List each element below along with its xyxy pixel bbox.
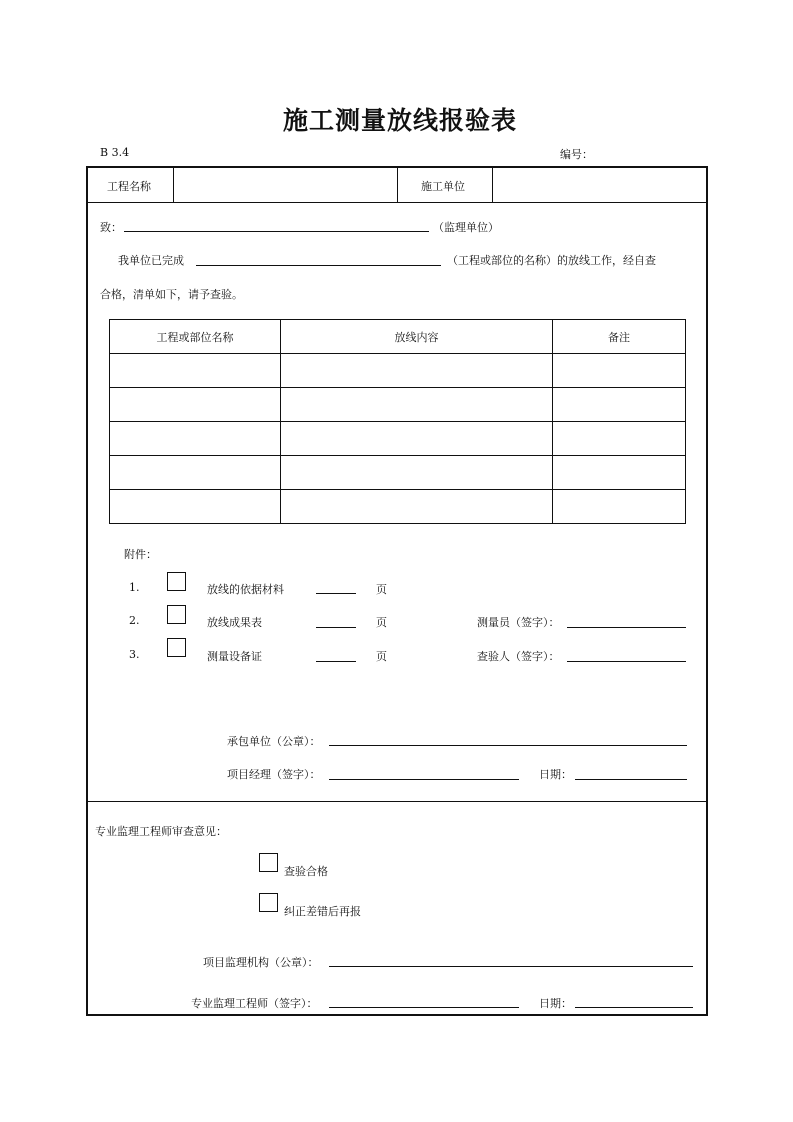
divider (173, 167, 174, 202)
inspector-label: 查验人（签字）： (477, 650, 560, 663)
divider (492, 167, 493, 202)
contractor-field[interactable] (498, 178, 698, 194)
approve-checkbox[interactable] (259, 853, 278, 872)
date-field[interactable] (575, 1007, 693, 1008)
attachment-checkbox[interactable] (167, 638, 186, 657)
attachment-number: 2. (129, 614, 140, 627)
supervision-org-label: 项目监理机构（公章）： (203, 956, 319, 969)
form-code: B 3.4 (100, 146, 130, 159)
inspector-signature-field[interactable] (567, 661, 686, 662)
table-cell[interactable] (110, 422, 281, 456)
attachment-number: 3. (129, 648, 140, 661)
column-header: 放线内容 (281, 320, 553, 354)
approve-option-label: 查验合格 (284, 865, 328, 878)
body-suffix: （工程或部位的名称）的放线工作，经自查 (447, 254, 656, 267)
table-row (110, 354, 686, 388)
table-cell[interactable] (110, 354, 281, 388)
page-count-field[interactable] (316, 593, 356, 594)
table-cell[interactable] (553, 388, 686, 422)
project-name-field[interactable] (180, 178, 390, 194)
body-line2: 合格，清单如下，请予查验。 (100, 288, 243, 301)
date-label: 日期： (539, 997, 572, 1010)
date-field[interactable] (575, 779, 687, 780)
contractor-label: 施工单位 (421, 180, 465, 193)
table-cell[interactable] (281, 490, 553, 524)
table-cell[interactable] (281, 354, 553, 388)
page-unit: 页 (376, 616, 387, 629)
review-opinion-label: 专业监理工程师审查意见： (95, 825, 227, 838)
table-cell[interactable] (553, 490, 686, 524)
supervisor-unit-field[interactable] (124, 231, 429, 232)
attachment-label: 放线的依据材料 (207, 583, 284, 596)
project-manager-signature-field[interactable] (329, 779, 519, 780)
project-manager-label: 项目经理（签字）： (227, 768, 321, 781)
supervising-engineer-signature-field[interactable] (329, 1007, 519, 1008)
table-cell[interactable] (110, 456, 281, 490)
page-count-field[interactable] (316, 661, 356, 662)
table-cell[interactable] (281, 388, 553, 422)
attachments-label: 附件： (124, 548, 157, 561)
contractor-seal-label: 承包单位（公章）： (227, 735, 321, 748)
table-cell[interactable] (281, 422, 553, 456)
attachment-label: 放线成果表 (207, 616, 262, 629)
date-label: 日期： (539, 768, 572, 781)
table-cell[interactable] (553, 456, 686, 490)
table-row (110, 490, 686, 524)
attachment-number: 1. (129, 581, 140, 594)
layout-list-table (109, 319, 686, 524)
serial-number-label: 编号： (560, 148, 593, 161)
column-header: 备注 (553, 320, 686, 354)
contractor-seal-field[interactable] (329, 745, 687, 746)
attachment-label: 测量设备证 (207, 650, 262, 663)
supervision-org-seal-field[interactable] (329, 966, 693, 967)
table-cell[interactable] (110, 388, 281, 422)
page-title: 施工测量放线报验表 (283, 106, 518, 135)
resubmit-checkbox[interactable] (259, 893, 278, 912)
table-row (110, 388, 686, 422)
project-part-field[interactable] (196, 265, 441, 266)
page-unit: 页 (376, 650, 387, 663)
resubmit-option-label: 纠正差错后再报 (284, 905, 361, 918)
table-header-row (110, 320, 686, 354)
body-prefix: 我单位已完成 (118, 254, 184, 267)
divider (87, 202, 707, 203)
attachment-checkbox[interactable] (167, 572, 186, 591)
divider (87, 801, 707, 802)
to-label: 致： (100, 221, 122, 234)
page-unit: 页 (376, 583, 387, 596)
supervising-engineer-label: 专业监理工程师（签字）： (191, 997, 318, 1010)
table-cell[interactable] (110, 490, 281, 524)
divider (397, 167, 398, 202)
table-row (110, 456, 686, 490)
page-count-field[interactable] (316, 627, 356, 628)
project-name-label: 工程名称 (107, 180, 151, 193)
surveyor-label: 测量员（签字）： (477, 616, 560, 629)
to-suffix: （监理单位） (433, 221, 499, 234)
surveyor-signature-field[interactable] (567, 627, 686, 628)
table-row (110, 422, 686, 456)
column-header: 工程或部位名称 (110, 320, 281, 354)
table-cell[interactable] (553, 354, 686, 388)
table-cell[interactable] (281, 456, 553, 490)
table-cell[interactable] (553, 422, 686, 456)
attachment-checkbox[interactable] (167, 605, 186, 624)
